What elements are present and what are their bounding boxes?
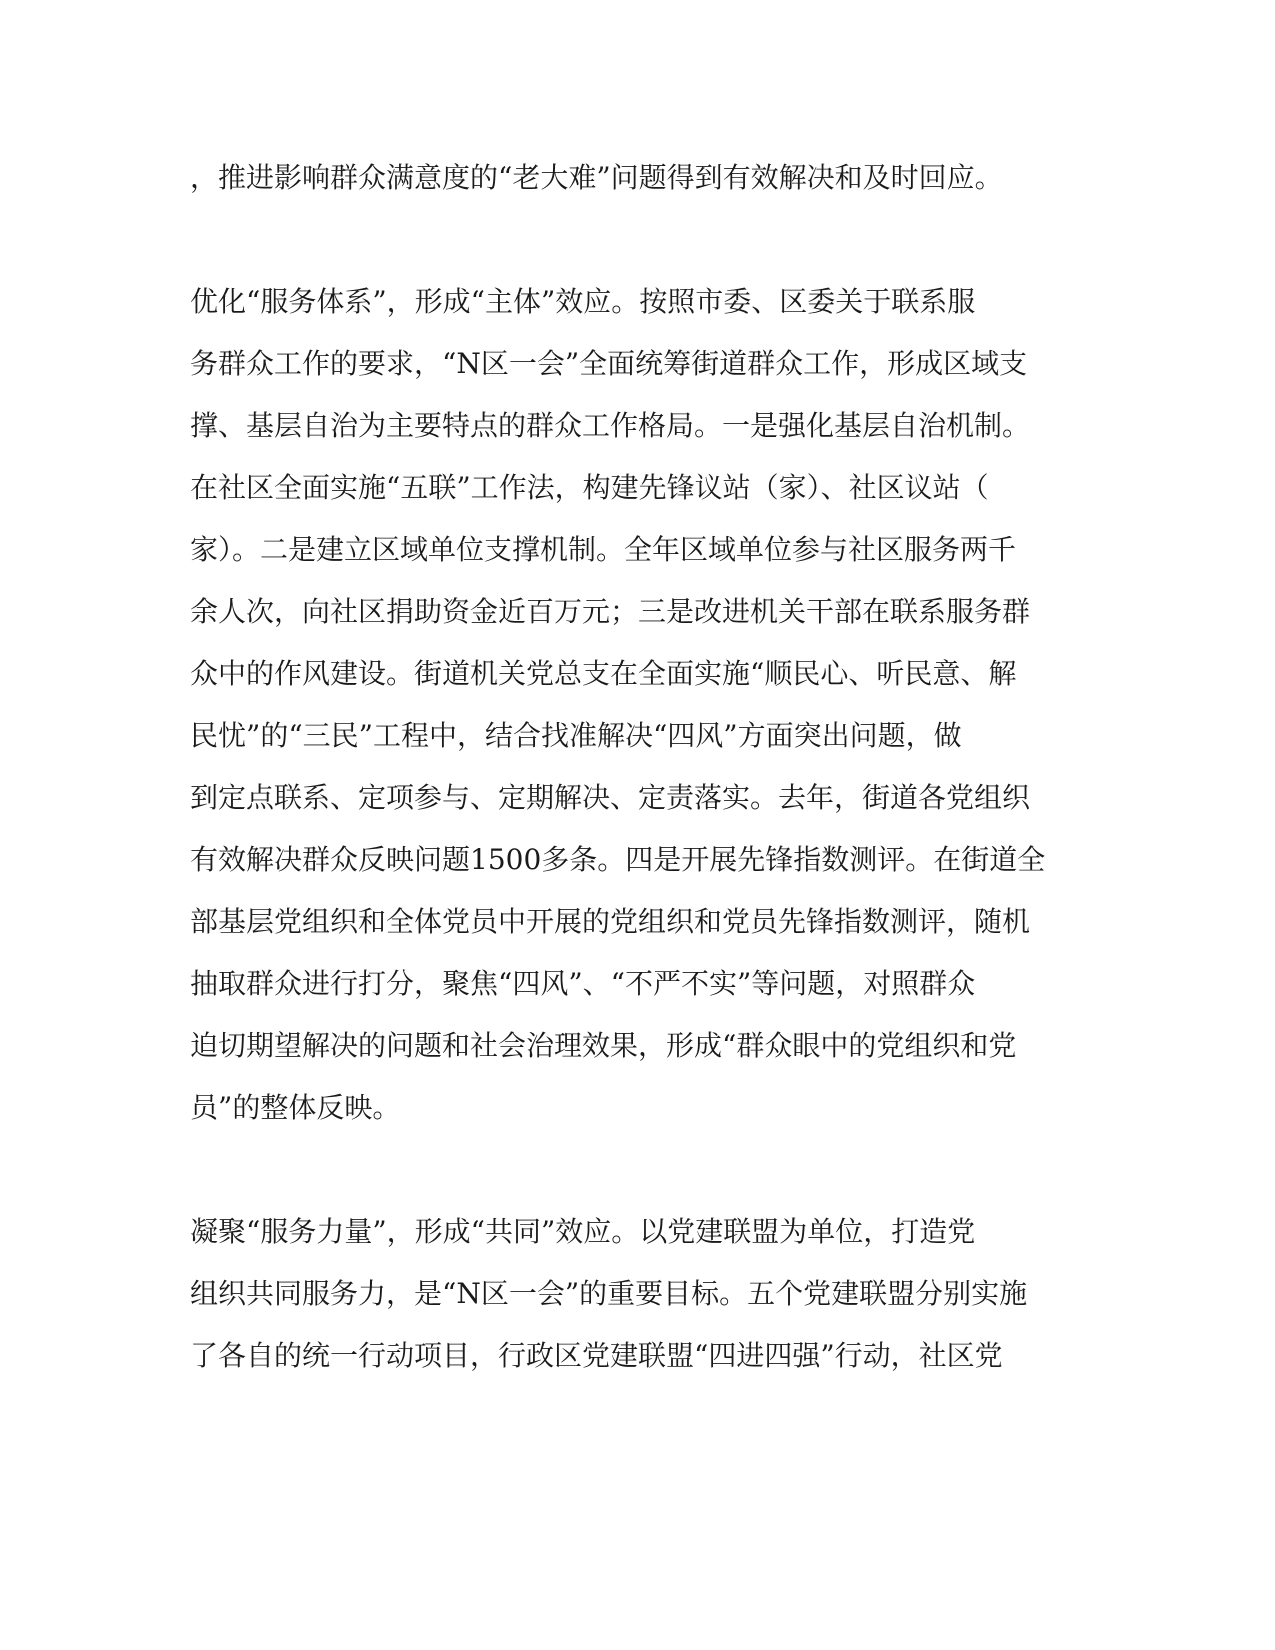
text-line: 家）。二是建立区域单位支撑机制。全年区域单位参与社区服务两千 bbox=[190, 533, 1017, 566]
text-line: 余人次，向社区捐助资金近百万元；三是改进机关干部在联系服务群 bbox=[190, 595, 1031, 628]
text-line: 了各自的统一行动项目，行政区党建联盟“四进四强”行动，社区党 bbox=[190, 1339, 1003, 1372]
text-line: 到定点联系、定项参与、定期解决、定责落实。去年，街道各党组织 bbox=[190, 781, 1031, 814]
text-line: 抽取群众进行打分，聚焦“四风”、“不严不实”等问题，对照群众 bbox=[190, 967, 976, 1000]
text-line: 部基层党组织和全体党员中开展的党组织和党员先锋指数测评，随机 bbox=[190, 905, 1031, 938]
text-line: 迫切期望解决的问题和社会治理效果，形成“群众眼中的党组织和党 bbox=[190, 1029, 1017, 1062]
text-line: 撑、基层自治为主要特点的群众工作格局。一是强化基层自治机制。 bbox=[190, 409, 1031, 442]
text-line: 有效解决群众反映问题1500多条。四是开展先锋指数测评。在街道全 bbox=[190, 843, 1046, 876]
text-line: 优化“服务体系”，形成“主体”效应。按照市委、区委关于联系服 bbox=[190, 285, 976, 318]
text-line: 组织共同服务力，是“N区一会”的重要目标。五个党建联盟分别实施 bbox=[190, 1277, 1028, 1310]
text-line: 务群众工作的要求，“N区一会”全面统筹街道群众工作，形成区域支 bbox=[190, 347, 1028, 380]
text-line: ，推进影响群众满意度的“老大难”问题得到有效解决和及时回应。 bbox=[190, 161, 1003, 194]
text-line: 员”的整体反映。 bbox=[190, 1091, 401, 1124]
text-line: 凝聚“服务力量”，形成“共同”效应。以党建联盟为单位，打造党 bbox=[190, 1215, 976, 1248]
text-line: 众中的作风建设。街道机关党总支在全面实施“顺民心、听民意、解 bbox=[190, 657, 1017, 690]
text-line: 民忧”的“三民”工程中，结合找准解决“四风”方面突出问题，做 bbox=[190, 719, 962, 752]
text-line: 在社区全面实施“五联”工作法，构建先锋议站（家）、社区议站（ bbox=[190, 471, 989, 504]
